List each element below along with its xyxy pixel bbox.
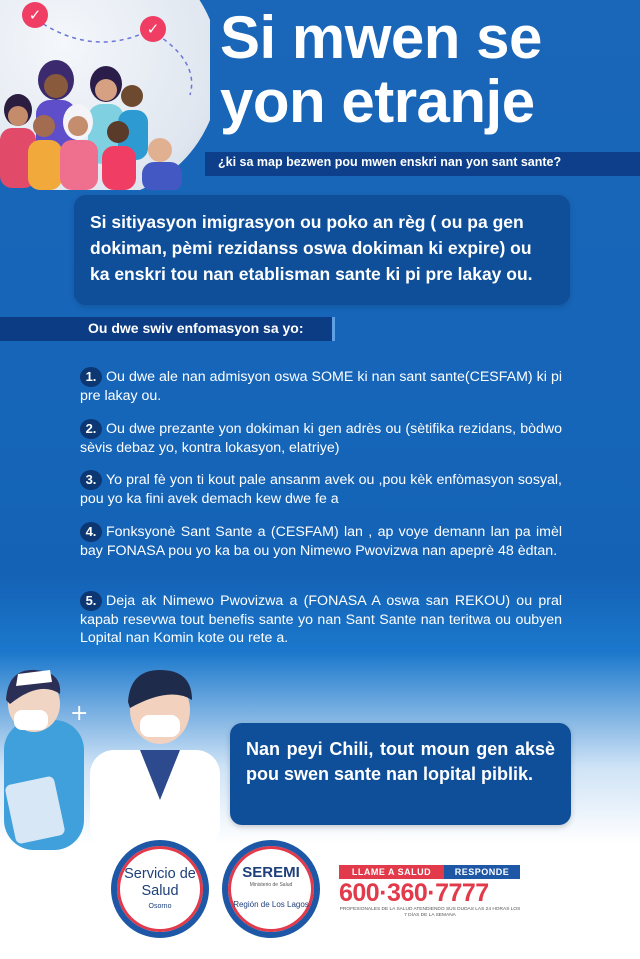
page-subtitle: ¿ki sa map bezwen pou mwen enskri nan yon sant sante? xyxy=(218,155,562,169)
step-text: Deja ak Nimewo Pwovizwa a (FONASA A oswa san REKOU) ou pral kapab resevwa tout benefis sante yo nan Sant Sante nan teritwa ou oubyen Lopital nan Komin kote ou rete a. xyxy=(80,593,562,646)
logo-text: SEREMI xyxy=(242,864,300,881)
doctors-illustration xyxy=(0,660,230,850)
servicio-salud-logo xyxy=(111,840,209,938)
intro-card xyxy=(74,195,570,305)
closing-card xyxy=(230,723,571,825)
hotline-phone: 600·360·7777 xyxy=(339,879,489,907)
svg-text:+: + xyxy=(70,701,89,726)
logo-tiny-text: Ministerio de Salud xyxy=(249,882,293,888)
hotline-label-blue: RESPONDE xyxy=(444,865,520,879)
list-item xyxy=(80,419,562,457)
check-pin-icon: ✓ xyxy=(22,2,48,28)
list-item xyxy=(80,470,562,508)
intro-text: Si sitiyasyon imigrasyon ou poko an règ ( ou pa gen dokiman, pèmi rezidanss oswa dokiman ki expire) ou ka enskri tou nan etablisman sante ki pi pre lakay ou. xyxy=(90,212,533,284)
step-text: Ou dwe ale nan admisyon oswa SOME ki nan sant sante(CESFAM) ki pi pre lakay ou. xyxy=(80,369,562,404)
check-pin-icon: ✓ xyxy=(140,16,166,42)
list-item xyxy=(80,522,562,560)
doctors-figures xyxy=(0,660,230,850)
list-item xyxy=(80,367,562,405)
logo-subtext: Osorno xyxy=(148,903,172,910)
hotline-note: PROFESIONALES DE LA SALUD ATENDIENDO SUS DUDAS LAS 24 HORAS LOS 7 DÍAS DE LA SEMANA xyxy=(339,907,521,918)
crowd-figures xyxy=(0,0,210,190)
step-number: 1. xyxy=(80,367,102,387)
step-number: 3. xyxy=(80,470,102,490)
step-number: 4. xyxy=(80,522,102,542)
people-illustration xyxy=(0,0,210,190)
page-title: Si mwen se yon etranje xyxy=(220,4,542,135)
step-number: 2. xyxy=(80,419,102,439)
logo-subtext: Región de Los Lagos xyxy=(233,900,309,909)
step-text: Yo pral fè yon ti kout pale ansanm avek ou ,pou kèk enfòmasyon sosyal, pou yo ka fini avek demach kew dwe fe a xyxy=(80,472,562,507)
closing-text: Nan peyi Chili, tout moun gen aksè pou swen sante nan lopital piblik. xyxy=(246,739,555,784)
section-heading: Ou dwe swiv enfomasyon sa yo: xyxy=(88,320,304,336)
logo-text: Servicio de Salud xyxy=(124,866,196,899)
step-text: Ou dwe prezante yon dokiman ki gen adrès ou (sètifika rezidans, bòdwo sèvis debaz yo, kontra lokasyon, elatriye) xyxy=(80,421,562,456)
step-number: 5. xyxy=(80,591,102,611)
step-text: Fonksyonè Sant Sante a (CESFAM) lan , ap voye demann lan pa imèl bay FONASA pou yo ka ba ou yon Nimewo Pwovizwa nan apeprè 48 èdtan. xyxy=(80,524,562,559)
list-item xyxy=(80,591,562,647)
seremi-logo xyxy=(222,840,320,938)
hotline-label: LLAME A SALUD xyxy=(339,865,444,879)
